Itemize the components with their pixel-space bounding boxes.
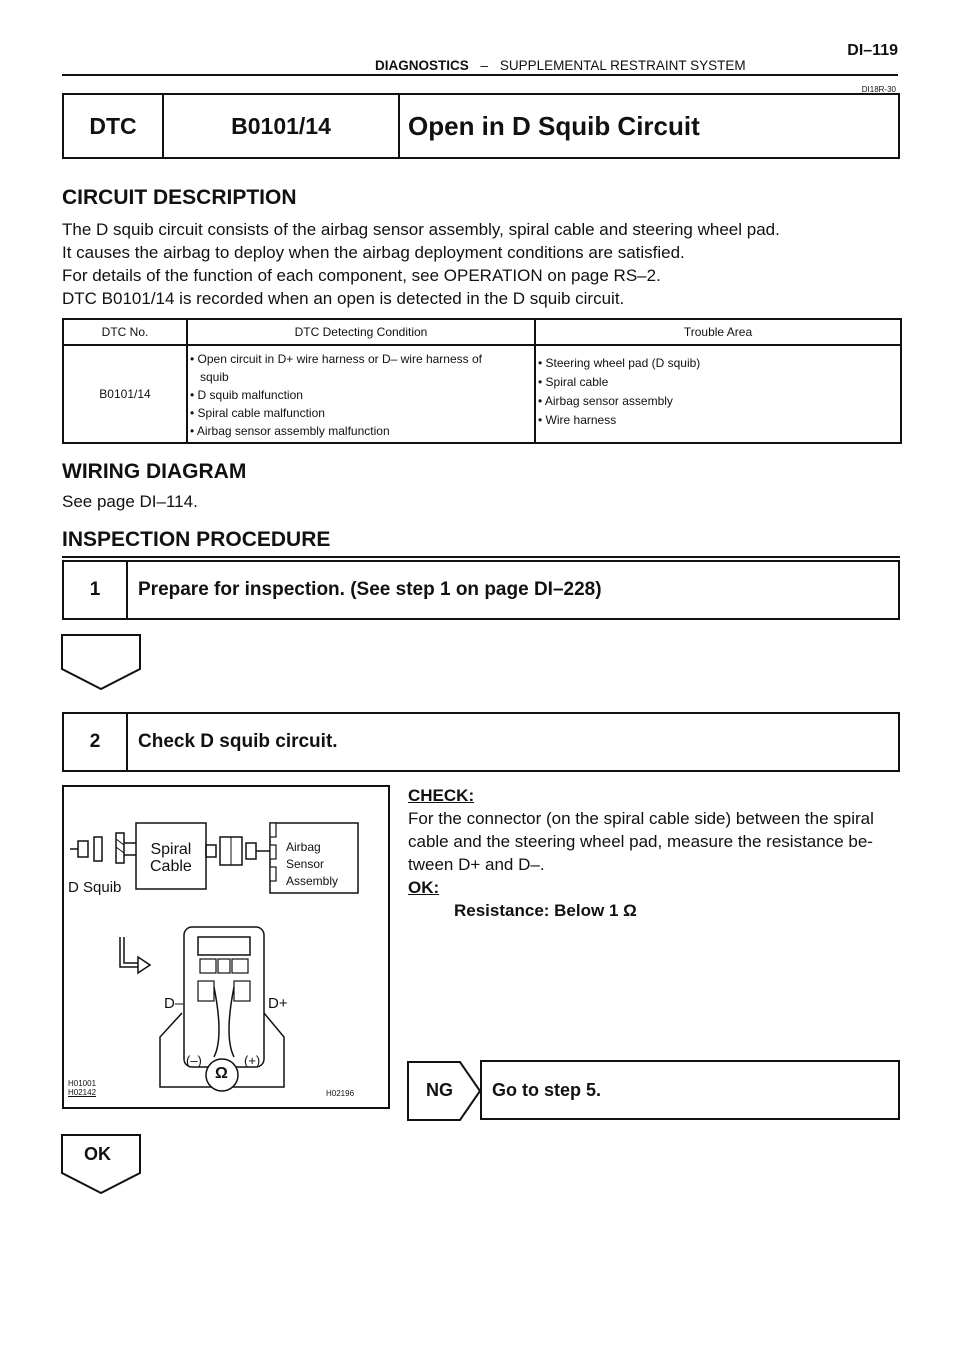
positive-terminal-label: (+): [244, 1053, 261, 1068]
ok-label: OK:: [408, 878, 440, 897]
step-1-number: 1: [64, 562, 128, 618]
spiral-text: Spiral: [150, 841, 192, 858]
condition-item: • Spiral cable malfunction: [190, 406, 325, 420]
step-2-box: [62, 712, 900, 772]
dtc-title: Open in D Squib Circuit: [408, 110, 700, 141]
figure-code: H02196: [326, 1089, 355, 1098]
dtc-table: [62, 318, 902, 444]
check-section: [408, 784, 904, 922]
ok-result-label: OK: [84, 1144, 111, 1164]
check-line: For the connector (on the spiral cable side) between the spiral: [408, 809, 874, 828]
condition-item: squib: [200, 370, 229, 384]
col-trouble-area: Trouble Area: [535, 319, 901, 345]
col-dtc-no: DTC No.: [63, 319, 187, 345]
step-2-text: Check D squib circuit.: [138, 731, 338, 752]
condition-item: • Open circuit in D+ wire harness or D– wire harness of: [190, 352, 482, 366]
header-rule: [62, 74, 898, 76]
header-dash: –: [480, 58, 489, 73]
connector-figure: [62, 785, 390, 1109]
area-item: • Wire harness: [538, 413, 617, 427]
connector-diagram: [64, 787, 388, 1107]
area-item: • Airbag sensor assembly: [538, 394, 673, 408]
ohm-icon: Ω: [215, 1065, 228, 1082]
d-plus-label: D+: [268, 995, 288, 1012]
dtc-code: B0101/14: [164, 95, 400, 157]
condition-item: • D squib malfunction: [190, 388, 303, 402]
continue-arrow-1: [60, 633, 144, 693]
circuit-heading: CIRCUIT DESCRIPTION: [62, 186, 297, 209]
area-item: • Steering wheel pad (D squib): [538, 356, 701, 370]
figure-code: H01001: [68, 1079, 97, 1088]
d-squib-label: D Squib: [68, 879, 122, 896]
circuit-description: [62, 218, 882, 310]
dtc-title-box: [62, 93, 900, 159]
cable-text: Cable: [150, 858, 192, 875]
header-section: DIAGNOSTICS: [375, 58, 469, 73]
condition-item: • Airbag sensor assembly malfunction: [190, 424, 390, 438]
inspection-rule: [62, 556, 900, 558]
ok-arrow: [60, 1133, 144, 1197]
step-2-number: 2: [64, 714, 128, 770]
airbag-sensor-label: [286, 839, 338, 890]
airbag-text: Airbag: [286, 840, 321, 854]
step-1-box: [62, 560, 900, 620]
page-header: [375, 58, 746, 73]
figure-codes-left: [68, 1079, 96, 1097]
circuit-line: It causes the airbag to deploy when the airbag deployment conditions are satisfied.: [62, 243, 685, 262]
spiral-cable-label: [150, 841, 192, 875]
check-line: tween D+ and D–.: [408, 855, 545, 874]
assembly-text: Assembly: [286, 874, 339, 888]
ok-value: Resistance: Below 1 Ω: [454, 901, 637, 920]
doc-code: DI18R-30: [861, 85, 896, 94]
cell-dtc-no: B0101/14: [63, 345, 187, 443]
negative-terminal-label: (–): [186, 1053, 202, 1068]
figure-code: H02142: [68, 1088, 97, 1097]
dtc-label: DTC: [64, 95, 164, 157]
circuit-line: For details of the function of each component, see OPERATION on page RS–2.: [62, 266, 661, 285]
sensor-text: Sensor: [286, 857, 325, 871]
wiring-heading: WIRING DIAGRAM: [62, 460, 247, 483]
check-line: cable and the steering wheel pad, measure the resistance be-: [408, 832, 873, 851]
circuit-line: DTC B0101/14 is recorded when an open is detected in the D squib circuit.: [62, 289, 625, 308]
d-minus-label: D–: [164, 995, 184, 1012]
check-label: CHECK:: [408, 786, 475, 805]
wiring-text: See page DI–114.: [62, 492, 198, 511]
page-number: DI–119: [847, 42, 898, 59]
step-1-text: Prepare for inspection. (See step 1 on page DI–228): [138, 579, 602, 600]
area-item: • Spiral cable: [538, 375, 609, 389]
col-condition: DTC Detecting Condition: [187, 319, 535, 345]
ng-action-box: Go to step 5.: [480, 1060, 900, 1120]
ng-label: NG: [426, 1080, 453, 1100]
circuit-line: The D squib circuit consists of the airbag sensor assembly, spiral cable and steering wheel pad.: [62, 220, 780, 239]
header-subsection: SUPPLEMENTAL RESTRAINT SYSTEM: [499, 58, 746, 73]
cell-areas: [535, 345, 901, 443]
cell-conditions: [187, 345, 535, 443]
inspection-heading: INSPECTION PROCEDURE: [62, 528, 331, 551]
